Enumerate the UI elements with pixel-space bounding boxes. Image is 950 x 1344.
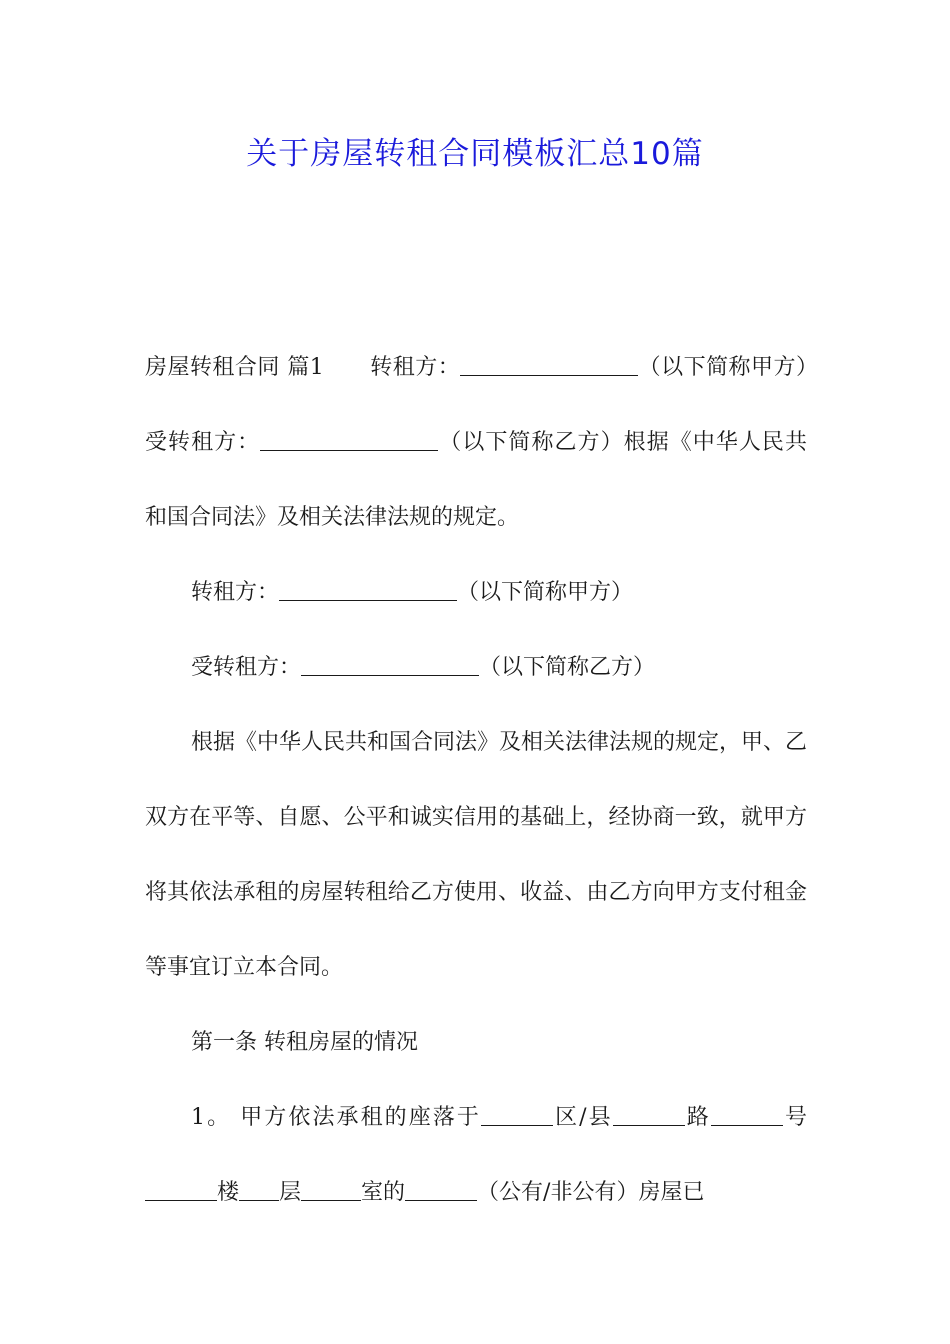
sublessor-label-2: 转租方：	[191, 580, 280, 605]
district-blank	[481, 1107, 553, 1126]
document-title: 关于房屋转租合同模板汇总10篇	[246, 136, 704, 172]
paragraph-article-one-item1	[145, 1080, 807, 1230]
sublessor-note: （以下简称甲方）	[457, 580, 634, 605]
sublessor-blank	[460, 357, 638, 376]
ownership-blank	[405, 1182, 477, 1201]
sublessee-label: 受转租方：	[191, 655, 302, 680]
paragraph-sublessee	[145, 630, 807, 705]
road-blank	[613, 1107, 685, 1126]
document-body	[145, 330, 807, 1230]
sublessor-label: 转租方：	[369, 355, 461, 380]
item1-number: 号	[782, 1105, 807, 1130]
item1-room: 室的	[361, 1180, 406, 1205]
item1-ownership: （公有/非公有）房屋已	[477, 1180, 705, 1205]
item1-road: 路	[684, 1105, 711, 1130]
room-blank	[301, 1182, 361, 1201]
sublessee-blank-2	[301, 657, 479, 676]
paragraph-intro	[145, 330, 807, 555]
floor-blank	[239, 1182, 279, 1201]
sublessor-blank-2	[279, 582, 457, 601]
sublessee-note: （以下简称乙方）	[479, 655, 656, 680]
item1-text-a: 1。 甲方依法承租的座落于	[191, 1105, 481, 1130]
paragraph-sublessor	[145, 555, 807, 630]
paragraph-basis: 根据《中华人民共和国合同法》及相关法律法规的规定，甲、乙双方在平等、自愿、公平和诚实信用的基础上，经协商一致，就甲方将其依法承租的房屋转租给乙方使用、收益、由乙方向甲方支付租金等事宜订立本合同。	[145, 730, 808, 980]
intro-note-b: （以下简称乙方）根据《中华人民共和国合同法》及相关法律法规的规定。	[145, 430, 807, 530]
intro-note-a: （以下简称甲方）受转租方：	[145, 355, 807, 455]
number-blank	[711, 1107, 783, 1126]
sublessee-blank	[260, 432, 438, 451]
item1-district: 区/县	[553, 1105, 613, 1130]
item1-floor: 层	[279, 1180, 302, 1205]
article-one-heading: 第一条 转租房屋的情况	[191, 1030, 418, 1055]
item1-building: 楼	[217, 1180, 240, 1205]
building-blank	[145, 1182, 217, 1201]
contract-heading: 房屋转租合同 篇1	[145, 355, 324, 380]
